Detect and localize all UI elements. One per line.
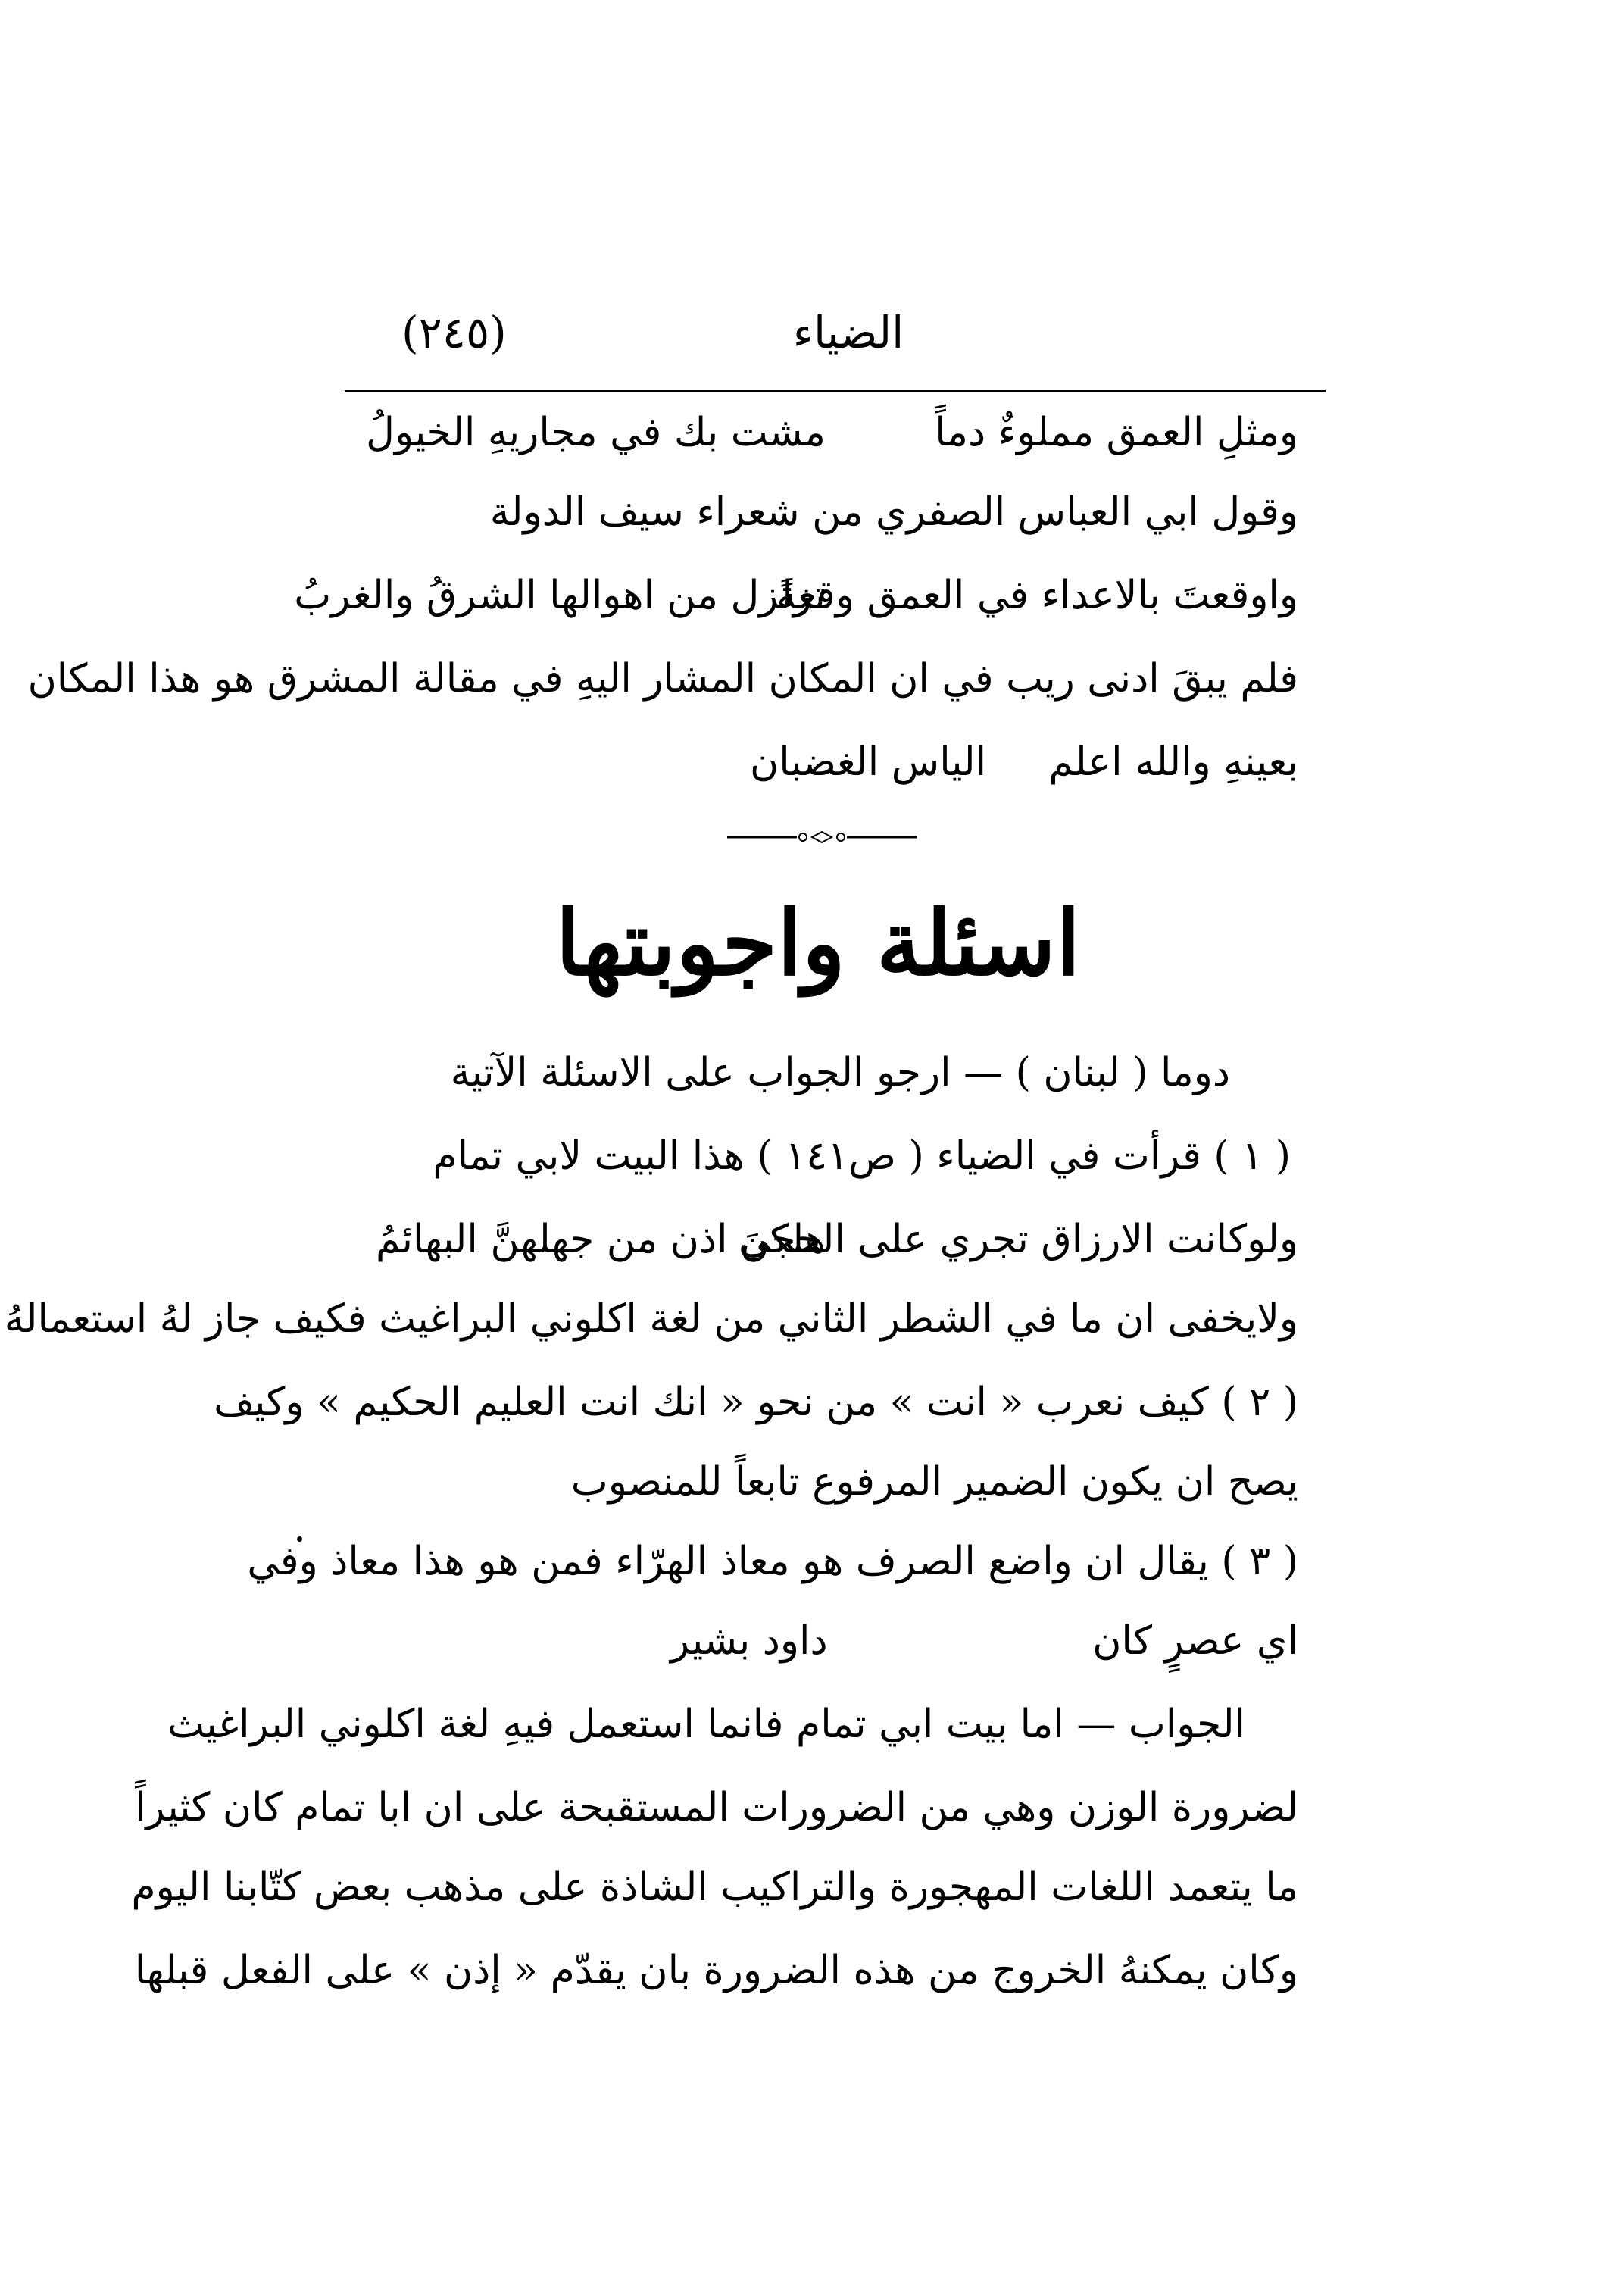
- question-2-line-1: ( ٢ ) كيف نعرب « انت » من نحو « انك انت العليم الحكيم » وكيف: [214, 1380, 1298, 1425]
- verse-1-left: مشت بك في مجاريهِ الخيولُ: [366, 410, 826, 455]
- verse-2-left: تزلزل من اهوالها الشرقُ والغربُ: [294, 573, 826, 618]
- question-3-line-2: اي عصرٍ كان: [1092, 1618, 1298, 1664]
- intro-line: وقول ابي العباس الصفري من شعراء سيف الدولة: [489, 489, 1298, 535]
- questions-intro: دوما ( لبنان ) — ارجو الجواب على الاسئلة الآتية: [450, 1050, 1230, 1095]
- answer-line-3: ما يتعمد اللغات المهجورة والتراكيب الشاذة على مذهب بعض كتّابنا اليوم: [131, 1864, 1298, 1910]
- verse-1-right: ومثلِ العمق مملوءٌ دماً: [935, 410, 1298, 455]
- answer-line-4: وكان يمكنهُ الخروج من هذه الضرورة بان يقدّم « إذن » على الفعل قبلها: [134, 1948, 1298, 1993]
- quoted-verse-left: هلكنَ اذن من جهلهنَّ البهائمُ: [375, 1217, 826, 1262]
- page-number: (٢٤٥): [401, 307, 507, 358]
- author-signature: الياس الغضبان: [750, 739, 987, 785]
- quoted-verse-right: ولوكانت الارزاق تجري على الحجى: [739, 1217, 1298, 1262]
- header-rule: [345, 390, 1326, 392]
- answer-line-1: الجواب — اما بيت ابي تمام فانما استعمل فيهِ لغة اكلوني البراغيث: [167, 1702, 1245, 1747]
- section-divider-ornament: [727, 830, 917, 845]
- conclusion-line: فلم يبقَ ادنى ريب في ان المكان المشار اليهِ في مقالة المشرق هو هذا المكان: [27, 656, 1298, 702]
- question-2-line-2: يصح ان يكون الضمير المرفوع تابعاً للمنصوب: [570, 1459, 1298, 1505]
- closing-line: بعينهِ والله اعلم: [1048, 739, 1298, 785]
- questioner-signature: داود بشير: [670, 1618, 828, 1664]
- verse-2-right: واوقعتَ بالاعداء في العمق وقعةً: [776, 573, 1298, 618]
- question-1-continued: ولايخفى ان ما في الشطر الثاني من لغة اكلوني البراغيث فكيف جاز لهُ استعمالهُ: [4, 1296, 1298, 1342]
- running-title: الضياء: [792, 307, 904, 358]
- question-3-line-1: ( ٣ ) يقال ان واضع الصرف هو معاذ الهرّاء فمن هو هذا معاذ وفي: [247, 1539, 1298, 1584]
- section-title: اسئلة واجوبتها: [555, 890, 1081, 995]
- answer-line-2: لضرورة الوزن وهي من الضرورات المستقبحة على ان ابا تمام كان كثيراً: [135, 1785, 1298, 1830]
- question-1: ( ١ ) قرأت في الضياء ( ص١٤١ ) هذا البيت لابي تمام: [433, 1133, 1291, 1179]
